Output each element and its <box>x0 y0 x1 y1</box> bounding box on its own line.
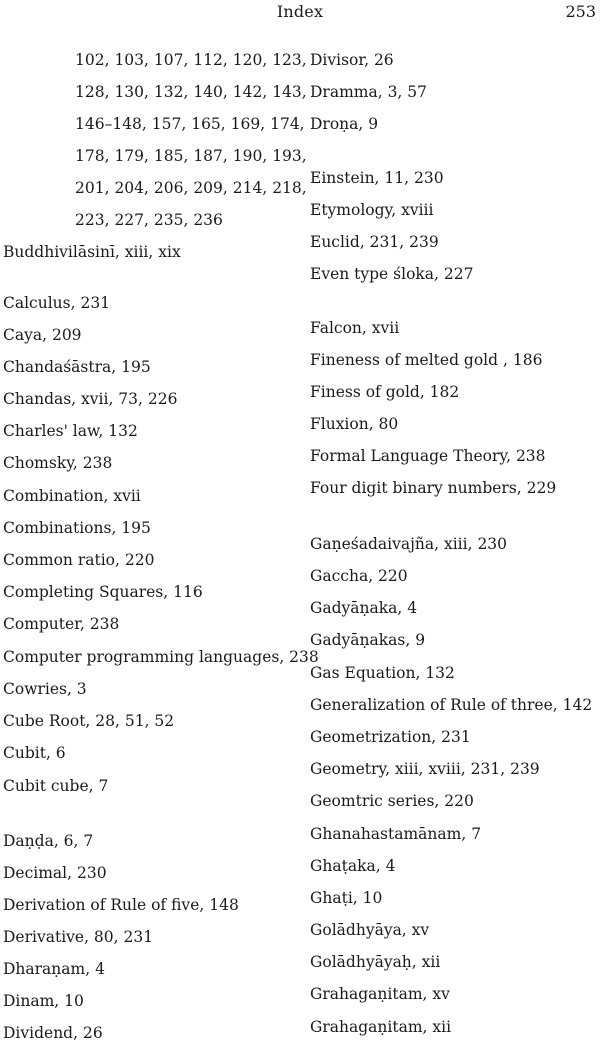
page-header <box>0 0 600 30</box>
right-entry: Gaccha, 220 <box>310 567 408 585</box>
left-entry: Combinations, 195 <box>3 519 151 537</box>
left-entry: Calculus, 231 <box>3 294 111 312</box>
right-entry: Geomtric series, 220 <box>310 792 474 810</box>
right-entry: Generalization of Rule of three, 142 <box>310 696 593 714</box>
left-entry: 128, 130, 132, 140, 142, 143, <box>75 83 307 101</box>
left-entry: Decimal, 230 <box>3 864 107 882</box>
right-entry: Einstein, 11, 230 <box>310 169 444 187</box>
left-entry: Cube Root, 28, 51, 52 <box>3 712 175 730</box>
left-entry: Buddhivilāsinī, xiii, xix <box>3 243 181 261</box>
right-entry: Four digit binary numbers, 229 <box>310 479 557 497</box>
right-entry: Formal Language Theory, 238 <box>310 447 546 465</box>
right-entry: Gaṇeśadaivajña, xiii, 230 <box>310 535 508 553</box>
right-entry: Fluxion, 80 <box>310 415 399 433</box>
right-entry: Gas Equation, 132 <box>310 664 455 682</box>
left-entry: Chomsky, 238 <box>3 454 113 472</box>
right-entry: Golādhyāya, xv <box>310 921 430 939</box>
right-entry: Dramma, 3, 57 <box>310 83 428 101</box>
right-entry: Gadyāṇakas, 9 <box>310 631 426 649</box>
left-entry: Cubit cube, 7 <box>3 777 109 795</box>
left-entry: Daṇḍa, 6, 7 <box>3 832 94 850</box>
right-entry: Golādhyāyaḥ, xii <box>310 953 441 971</box>
right-entry: Falcon, xvii <box>310 319 400 337</box>
right-entry: Geometry, xiii, xviii, 231, 239 <box>310 760 540 778</box>
left-entry: 146–148, 157, 165, 169, 174, <box>75 115 305 133</box>
left-entry: Completing Squares, 116 <box>3 583 203 601</box>
right-entry: Geometrization, 231 <box>310 728 471 746</box>
left-entry: Cubit, 6 <box>3 744 66 762</box>
right-entry: Ghaṭaka, 4 <box>310 857 396 875</box>
left-entry: Dinam, 10 <box>3 992 84 1010</box>
left-entry: Dharaṇam, 4 <box>3 960 105 978</box>
right-entry: Fineness of melted gold , 186 <box>310 351 543 369</box>
left-entry: 178, 179, 185, 187, 190, 193, <box>75 147 307 165</box>
right-entry: Grahagaṇitam, xv <box>310 985 450 1003</box>
left-entry: 223, 227, 235, 236 <box>75 211 223 229</box>
left-entry: Chandas, xvii, 73, 226 <box>3 390 178 408</box>
left-entry: 201, 204, 206, 209, 214, 218, <box>75 179 307 197</box>
right-entry: Gadyāṇaka, 4 <box>310 599 418 617</box>
left-entry: Caya, 209 <box>3 326 82 344</box>
left-entry: Combination, xvii <box>3 487 141 505</box>
left-entry: Common ratio, 220 <box>3 551 155 569</box>
right-entry: Droṇa, 9 <box>310 115 379 133</box>
right-entry: Etymology, xviii <box>310 201 434 219</box>
right-entry: Grahagaṇitam, xii <box>310 1018 452 1036</box>
right-entry: Ghanahastamānam, 7 <box>310 825 482 843</box>
left-entry: Derivative, 80, 231 <box>3 928 154 946</box>
left-entry: Chandaśāstra, 195 <box>3 358 151 376</box>
left-entry: Computer programming languages, 238 <box>3 648 319 666</box>
left-entry: Dividend, 26 <box>3 1024 103 1042</box>
right-entry: Ghaṭi, 10 <box>310 889 383 907</box>
right-entry: Even type śloka, 227 <box>310 265 474 283</box>
left-entry: 102, 103, 107, 112, 120, 123, <box>75 51 307 69</box>
left-entry: Derivation of Rule of five, 148 <box>3 896 239 914</box>
right-entry: Divisor, 26 <box>310 51 394 69</box>
running-head-title: Index <box>276 2 324 21</box>
left-entry: Charles' law, 132 <box>3 422 138 440</box>
left-entry: Computer, 238 <box>3 615 120 633</box>
right-entry: Euclid, 231, 239 <box>310 233 439 251</box>
left-entry: Cowries, 3 <box>3 680 87 698</box>
page-number: 253 <box>565 2 596 21</box>
right-entry: Finess of gold, 182 <box>310 383 460 401</box>
